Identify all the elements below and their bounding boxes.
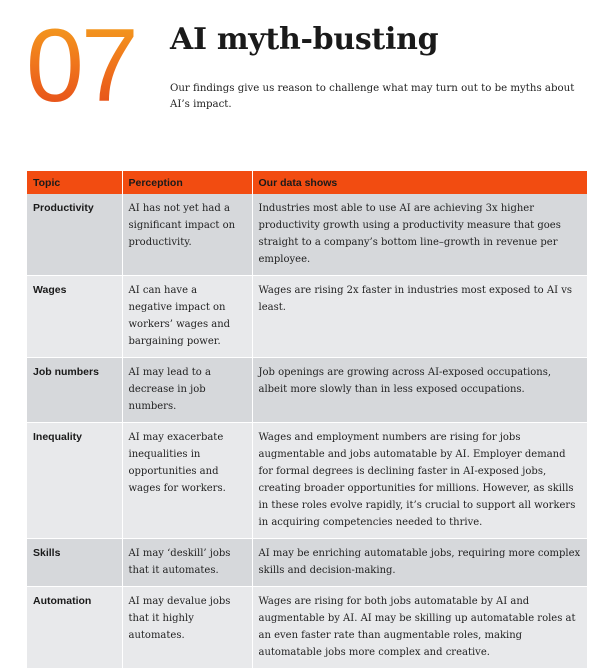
data-cell: Job openings are growing across AI-exposed occupations, albeit more slowly than in less exposed occupations. bbox=[252, 358, 587, 423]
data-cell: Wages and employment numbers are rising for jobs augmentable and jobs automatable by AI. Employer demand for formal degrees is declining faster in AI-exposed jobs, creating broader opportunities for millions. However, as skills in these roles evolve rapidly, it’s crucial to support all workers in acquiring competencies needed to thrive. bbox=[252, 423, 587, 539]
section-number: 07 bbox=[26, 8, 136, 124]
page-subtitle: Our findings give us reason to challenge what may turn out to be myths about AI’s impact. bbox=[170, 83, 575, 110]
perception-cell: AI may exacerbate inequalities in opportunities and wages for workers. bbox=[122, 423, 252, 539]
table-row-inequality bbox=[27, 423, 587, 539]
myth-table bbox=[27, 171, 587, 669]
data-cell: Industries most able to use AI are achieving 3x higher productivity growth using a productivity measure that goes straight to a company’s bottom line–growth in revenue per employee. bbox=[252, 194, 587, 276]
table-row-productivity bbox=[27, 194, 587, 276]
perception-cell: AI has not yet had a significant impact on productivity. bbox=[122, 194, 252, 276]
page-title: AI myth-busting bbox=[170, 22, 439, 57]
topic-cell: Skills bbox=[27, 539, 122, 587]
perception-cell: AI can have a negative impact on workers’ wages and bargaining power. bbox=[122, 276, 252, 358]
perception-cell: AI may devalue jobs that it highly automates. bbox=[122, 587, 252, 669]
table-header-row bbox=[27, 171, 587, 194]
topic-cell: Job numbers bbox=[27, 358, 122, 423]
table-row-wages bbox=[27, 276, 587, 358]
topic-cell: Productivity bbox=[27, 194, 122, 276]
table-row-skills bbox=[27, 539, 587, 587]
data-cell: Wages are rising for both jobs automatable by AI and augmentable by AI. AI may be skilling up automatable roles at an even faster rate than augmentable roles, making automatable jobs more complex and creative. bbox=[252, 587, 587, 669]
data-cell: Wages are rising 2x faster in industries most exposed to AI vs least. bbox=[252, 276, 587, 358]
header-perception: Perception bbox=[122, 171, 252, 194]
perception-cell: AI may lead to a decrease in job numbers. bbox=[122, 358, 252, 423]
header-data-shows: Our data shows bbox=[252, 171, 587, 194]
table-row-job-numbers bbox=[27, 358, 587, 423]
topic-cell: Automation bbox=[27, 587, 122, 669]
table-row-automation bbox=[27, 587, 587, 669]
topic-cell: Wages bbox=[27, 276, 122, 358]
header-topic: Topic bbox=[27, 171, 122, 194]
perception-cell: AI may ‘deskill’ jobs that it automates. bbox=[122, 539, 252, 587]
topic-cell: Inequality bbox=[27, 423, 122, 539]
data-cell: AI may be enriching automatable jobs, requiring more complex skills and decision-making. bbox=[252, 539, 587, 587]
